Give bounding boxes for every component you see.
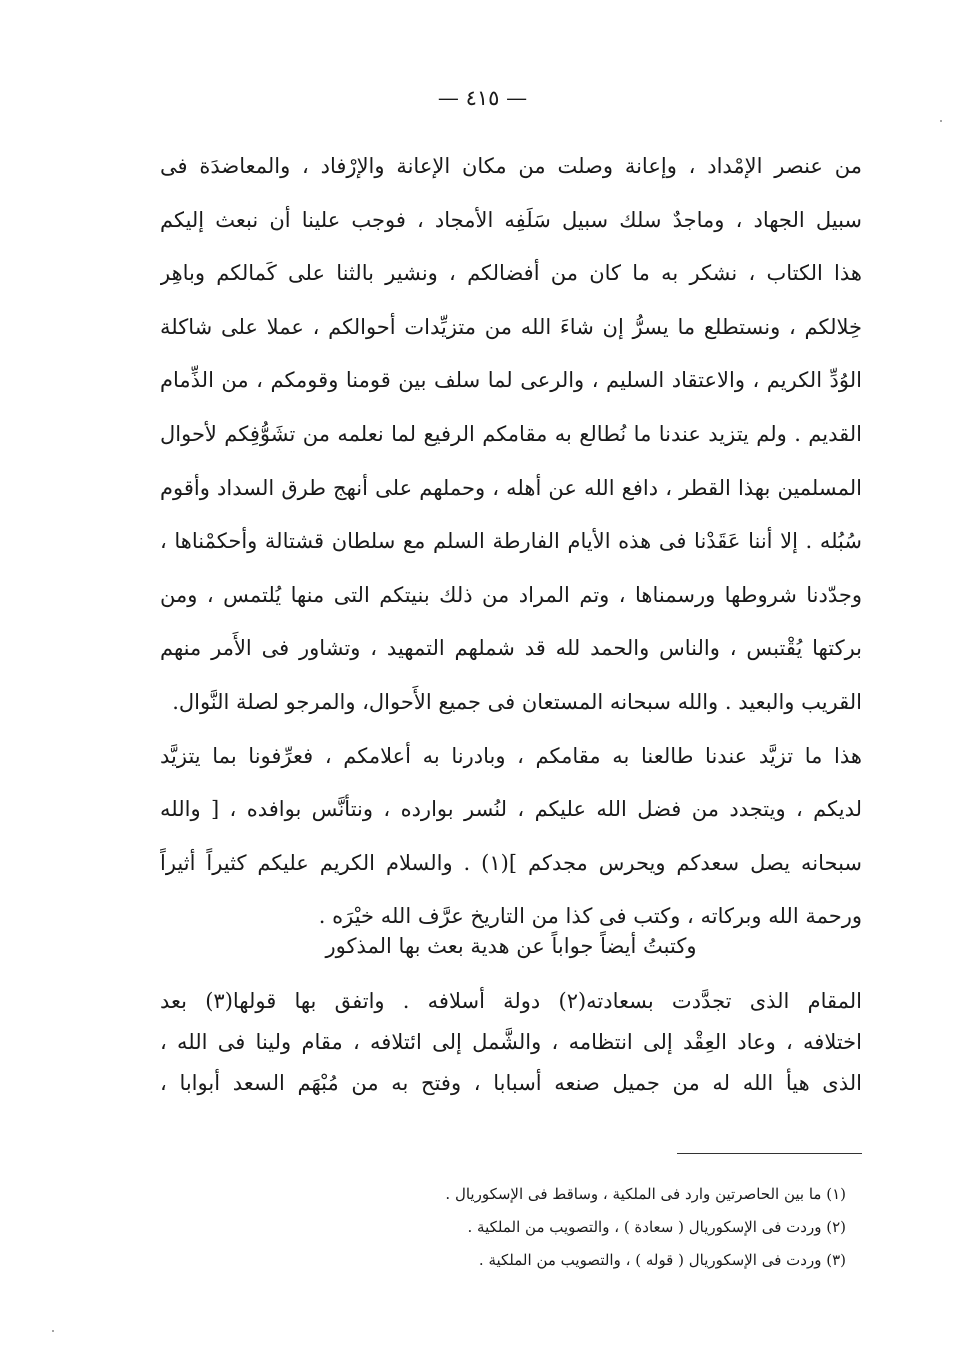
text-line: هذا الكتاب ، نشكر به ما كان من أفضالكم ، ونشير بالثنا على كَمالكم وباهِر (160, 261, 862, 286)
text-line: المسلمين بهذا القطر ، دافع الله عن أهله ، وحملهم على أنهج طرق السداد وأقوم (160, 475, 862, 500)
section-text-block (160, 982, 862, 1105)
main-text-block (160, 146, 862, 950)
scan-speck (940, 120, 942, 122)
text-line: من عنصر الإمْداد ، وإعانة وصلت من مكان الإعانة والإرْفاد ، والمعاضدَة فى (160, 154, 862, 178)
text-line: القديم . ولم يتزيد عندنا ما نُطالع به مقامكم الرفيع لما نعلمه من تشَوُّفِكم لأحوال (160, 421, 862, 446)
text-line: المقام الذى تجدَّدت بسعادته(٢) دولة أسلافه . واتفق بها قولها(٣) بعد (160, 989, 862, 1013)
text-line: لديكم ، ويتجدد من فضل الله عليكم ، لنُسر بوارده ، ونتأنَّس بوافده ، [ والله (160, 797, 862, 822)
text-line: القريب والبعيد . والله سبحانه المستعان فى جميع الأَحوال، والمرجو لصلة النَّوال. (172, 689, 862, 714)
footnote: (١) ما بين الحاصرتين وارد فى الملكية ، وساقط فى الإسكوريال . (445, 1185, 846, 1203)
text-line: سُبُله . إلا أننا عَقَدْنا فى هذه الأيام الفارطة السلم مع سلطان قشتالة وأحكمْناها ، (160, 529, 862, 554)
text-line: خِلالكم ، ونستطلع ما يسرُّ إن شاءَ الله من متزيِّدات أحوالكم ، عملا على شاكلة (160, 314, 862, 339)
page-number: — ٤١٥ — (437, 86, 528, 110)
text-line: هذا ما تزيَّد عندنا طالعنا به مقامكم ، وبادرنا به أعلامكم ، فعرِّفونا بما يتزيَّد (160, 743, 862, 768)
text-line: وجدّدنا شروطها ورسمناها ، وتم المراد من ذلك بنيتكم التى منها يُلتمس ، ومن (160, 582, 862, 607)
text-line: الوُدِّ الكريم ، والاعتقاد السليم ، والرعى لما سلف بين قومنا وقومكم ، من الذِّمام (160, 368, 862, 393)
text-line: بركتها يُقْتبس ، والناس والحمد لله قد شملهم التمهيد ، وتشاور فى الأَمر منهم (160, 636, 862, 661)
text-line: اختلافه ، وعاد العِقْد إلى انتظامه ، والشَّمل إلى ائتلافه ، مقام ولينا فى الله ، (160, 1030, 862, 1054)
text-line: الذى هيأ الله له من جميل صنعه أسبابا ، وفتح به من مُبْهَم السعد أبوابا ، (160, 1071, 862, 1095)
footnote-divider (677, 1153, 862, 1154)
text-line: ورحمة الله وبركاته ، وكتب فى كذا من التاريخ عرَّف الله خيْرَه . (318, 904, 862, 929)
text-line: سبحانه يصل سعدكم ويحرس مجدكم ](١) . والسلام الكريم عليكم كثيراً أثيراً (160, 850, 862, 875)
text-line: سبيل الجهاد ، وماجدٌ سلك سبيل سَلَفِه الأمجاد ، فوجب علينا أن نبعث إليكم (160, 207, 862, 232)
footnote: (٣) وردت فى الإسكوريال ( قوله ) ، والتصويب من الملكية . (478, 1251, 846, 1269)
footnote: (٢) وردت فى الإسكوريال ( سعادة ) ، والتصويب من الملكية . (467, 1218, 846, 1236)
footnotes (330, 1178, 846, 1277)
section-heading: وكتبتُ أيضاً جواباً عن هدية بعث بها المذكور (325, 934, 697, 958)
scan-speck (52, 1330, 54, 1332)
